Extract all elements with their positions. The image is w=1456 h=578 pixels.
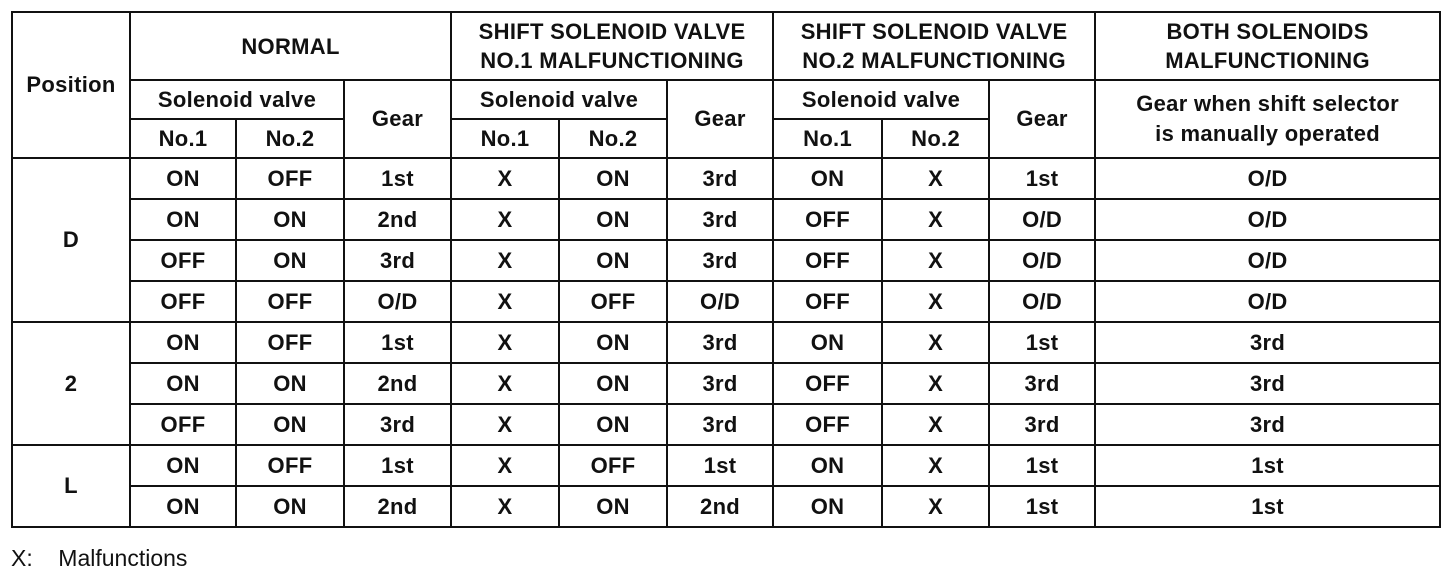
- table-cell: X: [882, 322, 989, 363]
- table-cell: X: [451, 158, 559, 199]
- table-cell: OFF: [236, 281, 344, 322]
- table-cell: X: [882, 404, 989, 445]
- table-body: [12, 158, 1440, 527]
- table-cell: ON: [236, 199, 344, 240]
- sv2-gear-label: Gear: [989, 80, 1095, 158]
- table-cell: 1st: [989, 445, 1095, 486]
- table-cell: ON: [773, 486, 882, 527]
- solenoid-gear-table: [11, 11, 1441, 528]
- table-cell: ON: [559, 322, 667, 363]
- table-cell: ON: [236, 363, 344, 404]
- table-cell: 1st: [1095, 486, 1440, 527]
- manual-gear-line2: is manually operated: [1155, 121, 1381, 146]
- table-cell: X: [451, 199, 559, 240]
- table-cell: OFF: [559, 281, 667, 322]
- table-cell: 3rd: [667, 404, 773, 445]
- position-cell: L: [12, 445, 130, 527]
- table-cell: O/D: [1095, 199, 1440, 240]
- table-cell: X: [451, 404, 559, 445]
- table-cell: OFF: [773, 199, 882, 240]
- legend-note: [11, 545, 187, 572]
- position-cell: D: [12, 158, 130, 322]
- table-cell: 1st: [1095, 445, 1440, 486]
- table-cell: OFF: [773, 404, 882, 445]
- table-cell: OFF: [130, 240, 236, 281]
- table-row: [12, 404, 1440, 445]
- table-cell: 3rd: [1095, 404, 1440, 445]
- table-cell: OFF: [236, 445, 344, 486]
- table-cell: 3rd: [1095, 363, 1440, 404]
- table-cell: OFF: [773, 281, 882, 322]
- table-cell: 3rd: [344, 240, 451, 281]
- table-row: [12, 240, 1440, 281]
- table-cell: 3rd: [667, 240, 773, 281]
- table-cell: OFF: [130, 404, 236, 445]
- table-cell: ON: [559, 199, 667, 240]
- table-cell: ON: [130, 486, 236, 527]
- table-cell: 3rd: [667, 322, 773, 363]
- table-cell: ON: [130, 363, 236, 404]
- table-cell: ON: [559, 158, 667, 199]
- table-cell: OFF: [559, 445, 667, 486]
- table-row: [12, 486, 1440, 527]
- table-cell: X: [451, 486, 559, 527]
- table-cell: O/D: [989, 281, 1095, 322]
- table-cell: OFF: [773, 363, 882, 404]
- table-cell: O/D: [989, 240, 1095, 281]
- table-row: [12, 158, 1440, 199]
- table-row: [12, 445, 1440, 486]
- table-cell: 2nd: [344, 363, 451, 404]
- table-cell: OFF: [236, 158, 344, 199]
- table-cell: 3rd: [667, 199, 773, 240]
- table-cell: ON: [130, 445, 236, 486]
- table-cell: 2nd: [344, 199, 451, 240]
- normal-gear-label: Gear: [344, 80, 451, 158]
- table-cell: ON: [559, 363, 667, 404]
- sv2-no1-label: No.1: [773, 119, 882, 158]
- legend-key: X:: [11, 545, 33, 571]
- table-cell: 2nd: [344, 486, 451, 527]
- table-cell: X: [451, 445, 559, 486]
- table-cell: O/D: [667, 281, 773, 322]
- table-row: [12, 281, 1440, 322]
- table-cell: X: [882, 363, 989, 404]
- table-cell: OFF: [236, 322, 344, 363]
- table-cell: 1st: [989, 158, 1095, 199]
- table-cell: ON: [130, 199, 236, 240]
- table-cell: ON: [130, 322, 236, 363]
- header-position: Position: [12, 12, 130, 158]
- table-cell: X: [882, 445, 989, 486]
- header-sv1-line2: NO.1 MALFUNCTIONING: [480, 48, 744, 73]
- table-cell: ON: [130, 158, 236, 199]
- normal-no2-label: No.2: [236, 119, 344, 158]
- table-cell: O/D: [1095, 158, 1440, 199]
- table-cell: 1st: [667, 445, 773, 486]
- position-cell: 2: [12, 322, 130, 445]
- table-cell: O/D: [1095, 240, 1440, 281]
- table-cell: O/D: [989, 199, 1095, 240]
- normal-no1-label: No.1: [130, 119, 236, 158]
- table-cell: O/D: [1095, 281, 1440, 322]
- table-cell: ON: [236, 240, 344, 281]
- sv1-no1-label: No.1: [451, 119, 559, 158]
- table-cell: ON: [236, 486, 344, 527]
- table-cell: OFF: [130, 281, 236, 322]
- manual-gear-line1: Gear when shift selector: [1136, 91, 1399, 116]
- table-cell: ON: [773, 158, 882, 199]
- table-cell: 1st: [989, 486, 1095, 527]
- table-cell: ON: [773, 322, 882, 363]
- table-cell: 2nd: [667, 486, 773, 527]
- header-sv2-line1: SHIFT SOLENOID VALVE: [800, 19, 1068, 44]
- header-both-line1: BOTH SOLENOIDS: [1166, 19, 1369, 44]
- table-cell: 3rd: [1095, 322, 1440, 363]
- table-cell: ON: [236, 404, 344, 445]
- header-sv2-line2: NO.2 MALFUNCTIONING: [802, 48, 1066, 73]
- sv1-solenoid-valve-label: Solenoid valve: [451, 80, 667, 119]
- header-sv1-line1: SHIFT SOLENOID VALVE: [478, 19, 746, 44]
- table-cell: 1st: [344, 445, 451, 486]
- table-cell: 3rd: [344, 404, 451, 445]
- table-row: [12, 322, 1440, 363]
- table-cell: O/D: [344, 281, 451, 322]
- table-cell: X: [451, 240, 559, 281]
- table-cell: X: [882, 486, 989, 527]
- header-both-line2: MALFUNCTIONING: [1165, 48, 1370, 73]
- table-cell: 3rd: [667, 363, 773, 404]
- table-cell: X: [451, 281, 559, 322]
- normal-solenoid-valve-label: Solenoid valve: [130, 80, 344, 119]
- sv2-solenoid-valve-label: Solenoid valve: [773, 80, 989, 119]
- sv2-no2-label: No.2: [882, 119, 989, 158]
- table-cell: ON: [559, 240, 667, 281]
- table-cell: ON: [559, 486, 667, 527]
- table-cell: 3rd: [989, 404, 1095, 445]
- header-sv2-malfunctioning: [773, 12, 1095, 80]
- header-sv1-malfunctioning: [451, 12, 773, 80]
- legend-text: Malfunctions: [58, 545, 188, 571]
- table-cell: X: [882, 199, 989, 240]
- sv1-no2-label: No.2: [559, 119, 667, 158]
- header-normal: NORMAL: [130, 12, 451, 80]
- table-cell: 1st: [344, 322, 451, 363]
- table-cell: X: [882, 240, 989, 281]
- table-cell: 1st: [989, 322, 1095, 363]
- table-cell: X: [451, 363, 559, 404]
- table-cell: 3rd: [667, 158, 773, 199]
- table-cell: X: [882, 158, 989, 199]
- header-both-malfunctioning: [1095, 12, 1440, 80]
- table-cell: X: [882, 281, 989, 322]
- table-cell: 3rd: [989, 363, 1095, 404]
- sv1-gear-label: Gear: [667, 80, 773, 158]
- table-cell: 1st: [344, 158, 451, 199]
- table-cell: ON: [773, 445, 882, 486]
- table-cell: ON: [559, 404, 667, 445]
- table-row: [12, 363, 1440, 404]
- table-row: [12, 199, 1440, 240]
- manual-gear-label: [1095, 80, 1440, 158]
- table-cell: X: [451, 322, 559, 363]
- table-cell: OFF: [773, 240, 882, 281]
